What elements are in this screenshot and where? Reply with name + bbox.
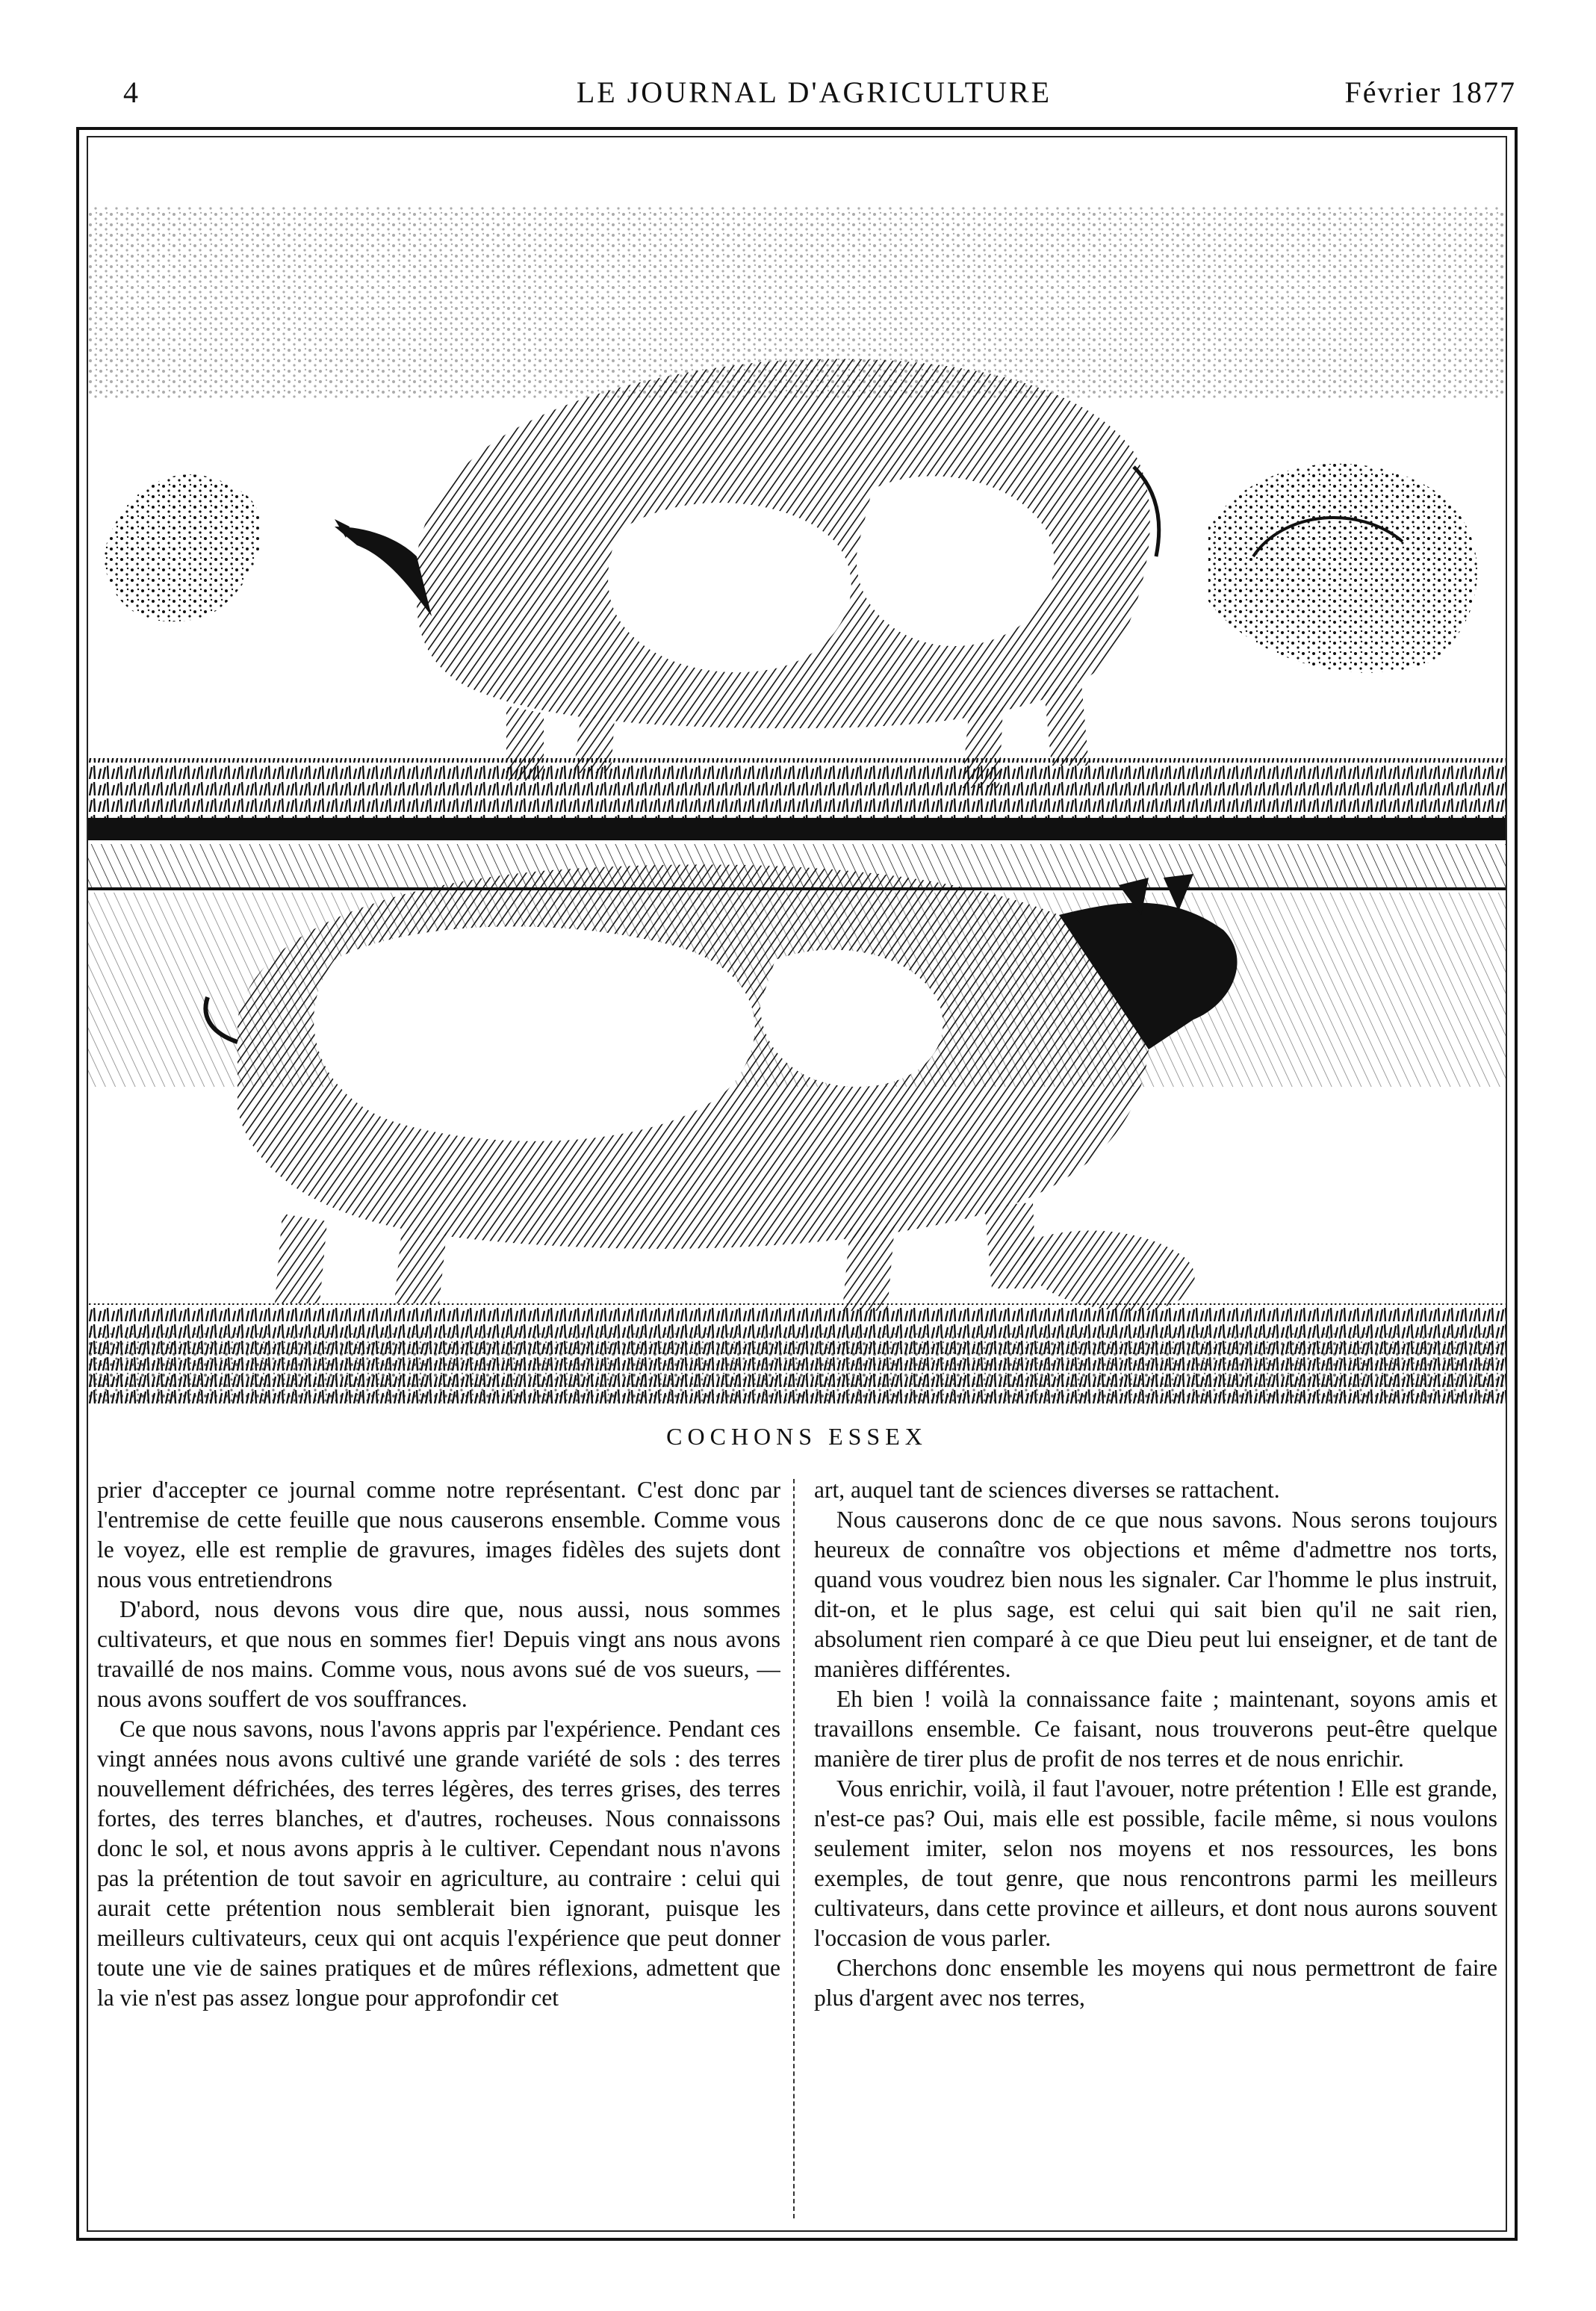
- paragraph: prier d'accepter ce journal comme notre représentant. C'est donc par l'entremise de cette feuille que nous causerons ensemble. Comme vous le voyez, elle est remplie de gravures, images fidèles des sujets dont nous vous entretiendrons: [97, 1477, 780, 1592]
- page-number: 4: [123, 75, 140, 109]
- article-column-left: [97, 1475, 780, 2222]
- figure-caption: COCHONS ESSEX: [666, 1423, 928, 1450]
- engraving-essex-pigs: [88, 138, 1506, 1404]
- issue-date: Février 1877: [1344, 75, 1516, 109]
- upper-ground: [88, 758, 1506, 818]
- paragraph: Ce que nous savons, nous l'avons appris par l'expérience. Pendant ces vingt années nous avons cultivé une grande variété de sols : des terres nouvellement défrichées, des terres légères, des terres grises, des terres fortes, des terres blanches, et d'autres, rocheuses. Nous connaissons donc le sol, et nous avons appris à le cultiver. Cependant nous n'avons pas la prétention de tout savoir en agriculture, au contraire : celui qui aurait cette prétention nous semblerait bien ignorant, puisque les meilleurs cultivateurs, ceux qui ont acquis l'expérience que peut donner toute une vie de saines pratiques et de mûres réflexions, admettent que la vie n'est pas assez longue pour approfondir cet: [97, 1716, 780, 2011]
- paragraph: art, auquel tant de sciences diverses se rattachent.: [814, 1477, 1280, 1503]
- article-column-right: [814, 1475, 1497, 2222]
- column-divider: [793, 1479, 795, 2218]
- journal-title: LE JOURNAL D'AGRICULTURE: [576, 75, 1052, 109]
- paragraph: Eh bien ! voilà la connaissance faite ; maintenant, soyons amis et travaillons ensemble. Ce faisant, nous trouverons peut-être quelque manière de tirer plus de profit de nos terres et de nous enrichir.: [814, 1686, 1497, 1772]
- paragraph: Nous causerons donc de ce que nous savons. Nous serons toujours heureux de connaître vos objections et même d'admettre nos torts, quand vous voudrez bien nous les signaler. Car l'homme le plus instruit, dit-on, et le plus sage, est celui qui sait bien qu'il ne sait rien, absolument rien comparé à ce que Dieu peut lui enseigner, et de tant de manières différentes.: [814, 1507, 1497, 1682]
- paragraph: D'abord, nous devons vous dire que, nous aussi, nous sommes cultivateurs, et que nous en sommes fier! Depuis vingt ans nous avons travaillé de nos mains. Comme vous, nous avons sué de vos sueurs, —nous avons souffert de vos souffrances.: [97, 1596, 780, 1712]
- page-header: [112, 75, 1516, 120]
- paragraph: Vous enrichir, voilà, il faut l'avouer, notre prétention ! Elle est grande, n'est-ce pas? Oui, mais elle est possible, facile même, si nous voulons seulement imiter, selon nos moyens et nos ressources, les bons exemples, de tout genre, que nous rencontrons parmi les meilleurs cultivateurs, dans cette province et ailleurs, et dont nous aurons souvent l'occasion de vous parler.: [814, 1775, 1497, 1951]
- paragraph: Cherchons donc ensemble les moyens qui nous permettront de faire plus d'argent avec nos terres,: [814, 1955, 1497, 2011]
